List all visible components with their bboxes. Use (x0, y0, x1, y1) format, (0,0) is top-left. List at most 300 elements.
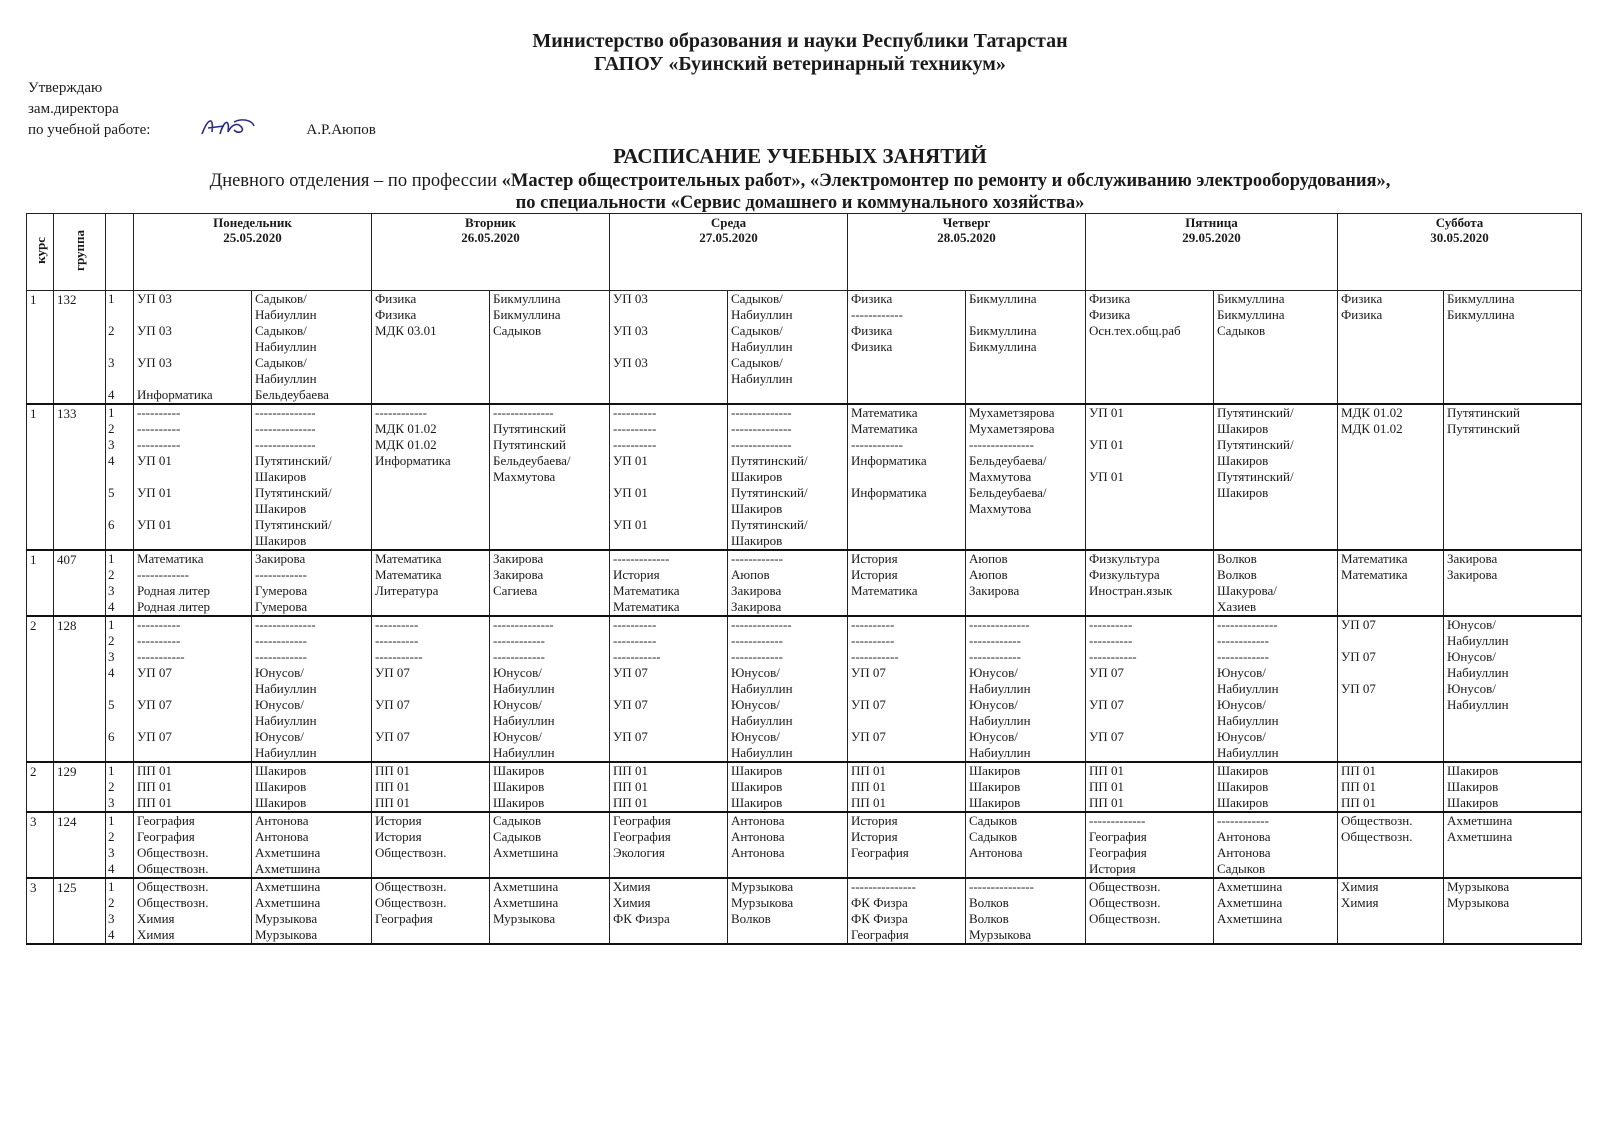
teacher-line: ------------ (969, 649, 1021, 664)
teacher-line: Набиуллин (969, 681, 1031, 696)
subject-cell (134, 762, 252, 812)
day-header: Четверг 28.05.2020 (848, 214, 1086, 291)
subject-line: Обществозн. (375, 879, 447, 894)
subject-line: УП 07 (1341, 681, 1376, 696)
teacher-line: Аюпов (731, 567, 770, 582)
pair-numbers-cell (106, 762, 134, 812)
teacher-line: Бельдеубаева/ (969, 485, 1047, 500)
approval-line-3 (28, 120, 376, 141)
pair-number (108, 681, 131, 697)
teacher-line: Волков (969, 895, 1009, 910)
teacher-line: Набиуллин (969, 713, 1031, 728)
teacher-cell (1444, 762, 1582, 812)
teacher-line: Путятинский/ (1217, 437, 1294, 452)
subject-line: ---------- (375, 617, 419, 632)
subject-line: ПП 01 (137, 795, 173, 810)
teacher-cell (490, 616, 610, 762)
subject-line: Химия (1341, 895, 1379, 910)
pair-numbers-cell (106, 550, 134, 616)
teacher-line: Юнусов/ (1447, 681, 1496, 696)
subject-line: УП 03 (137, 291, 172, 306)
subject-line: УП 07 (375, 729, 410, 744)
teacher-cell (1444, 404, 1582, 550)
teacher-cell (1214, 616, 1338, 762)
subject-line: Математика (613, 583, 680, 598)
subject-line: Физика (1089, 291, 1131, 306)
subject-line: УП 07 (375, 665, 410, 680)
teacher-cell (966, 291, 1086, 405)
schedule-subtitle-1 (0, 170, 1600, 192)
teacher-line: Садыков/ (731, 355, 783, 370)
subject-line: Иностран.язык (1089, 583, 1173, 598)
subject-cell (372, 550, 490, 616)
subject-line: Обществозн. (137, 895, 209, 910)
subject-line: История (375, 829, 422, 844)
subject-line: ПП 01 (851, 795, 887, 810)
subject-line: Математика (851, 583, 918, 598)
teacher-cell (966, 404, 1086, 550)
approval-block (28, 78, 376, 141)
subject-line: ПП 01 (1089, 795, 1125, 810)
subject-line: ФК Физра (613, 911, 670, 926)
subject-line: Физика (1341, 291, 1383, 306)
teacher-line: Набиуллин (493, 681, 555, 696)
teacher-line: Садыков (1217, 861, 1266, 876)
teacher-cell (728, 878, 848, 944)
subtitle-professions: «Мастер общестроительных работ», «Электромонтер по ремонту и обслуживанию электрооборудования», (501, 171, 1391, 191)
pair-number: 3 (108, 845, 115, 860)
teacher-line: Сагиева (493, 583, 538, 598)
teacher-line: Гумерова (255, 599, 308, 614)
subject-line: УП 01 (613, 517, 648, 532)
teacher-line: Антонова (731, 813, 785, 828)
subject-cell (1086, 878, 1214, 944)
teacher-line: -------------- (493, 405, 554, 420)
subject-line: УП 01 (1089, 469, 1124, 484)
pair-number: 4 (108, 665, 115, 680)
subject-line: ----------- (851, 649, 899, 664)
pair-number: 4 (108, 453, 115, 468)
pair-number (108, 307, 131, 323)
subject-line: УП 01 (1089, 405, 1124, 420)
subject-line: ------------ (137, 567, 189, 582)
subject-cell (610, 550, 728, 616)
subject-line: ---------- (1089, 633, 1133, 648)
subject-cell (610, 616, 728, 762)
table-row (27, 762, 1582, 812)
subject-line: Информатика (137, 387, 213, 402)
teacher-line: Садыков/ (255, 291, 307, 306)
teacher-line: ------------ (255, 649, 307, 664)
subject-cell (134, 616, 252, 762)
subject-line: Математика (1341, 551, 1408, 566)
subject-cell (610, 762, 728, 812)
pair-number (108, 713, 131, 729)
teacher-line: Путятинский (493, 437, 566, 452)
subject-line: Обществозн. (1089, 879, 1161, 894)
teacher-line: Ахметшина (1447, 829, 1513, 844)
subject-cell (372, 878, 490, 944)
teacher-cell (728, 550, 848, 616)
subject-line (851, 469, 962, 485)
teacher-line: Шакиров (1217, 795, 1269, 810)
subject-cell (1086, 550, 1214, 616)
teacher-cell (1214, 550, 1338, 616)
pair-number: 6 (108, 517, 115, 532)
teacher-line: Ахметшина (255, 879, 321, 894)
teacher-line: Мурзыкова (255, 911, 318, 926)
subject-line (137, 681, 248, 697)
teacher-line: Шакиров (493, 795, 545, 810)
subject-line: ---------- (613, 405, 657, 420)
subject-line: Обществозн. (137, 861, 209, 876)
teacher-cell (966, 878, 1086, 944)
teacher-line: Путятинский (1447, 421, 1520, 436)
pair-number: 3 (108, 795, 115, 810)
teacher-cell (1214, 291, 1338, 405)
subject-line: УП 07 (613, 729, 648, 744)
subject-line: Математика (851, 405, 918, 420)
pair-number (108, 339, 131, 355)
subject-line: УП 07 (1089, 665, 1124, 680)
teacher-line: Хазиев (1217, 599, 1257, 614)
subject-line: Физика (851, 291, 893, 306)
teacher-line: Набиуллин (731, 681, 793, 696)
subject-line: УП 03 (613, 323, 648, 338)
pair-number: 3 (108, 355, 115, 370)
teacher-line: Шакиров (731, 533, 783, 548)
subject-line: ---------- (851, 617, 895, 632)
teacher-line: Садыков (969, 813, 1018, 828)
subject-line: Химия (1341, 879, 1379, 894)
subject-line (137, 469, 248, 485)
teacher-cell (1214, 404, 1338, 550)
pair-number: 2 (108, 633, 115, 648)
teacher-cell (1444, 812, 1582, 878)
subject-line: История (375, 813, 422, 828)
teacher-cell (1444, 878, 1582, 944)
teacher-line: Юнусов/ (1447, 617, 1496, 632)
teacher-line: Махмутова (969, 501, 1032, 516)
teacher-line: Шакиров (1447, 795, 1499, 810)
teacher-line: -------------- (731, 405, 792, 420)
pair-number (108, 533, 131, 549)
subject-cell (848, 616, 966, 762)
teacher-line: Аюпов (969, 567, 1008, 582)
teacher-line: Набиуллин (1217, 681, 1279, 696)
subject-cell (1338, 762, 1444, 812)
table-row (27, 404, 1582, 550)
subject-line: ------------- (613, 551, 670, 566)
subject-line: УП 07 (851, 729, 886, 744)
group-header: группа (54, 214, 106, 291)
subject-cell (848, 550, 966, 616)
subject-line: УП 01 (137, 453, 172, 468)
teacher-line: Набиуллин (731, 307, 793, 322)
subject-line: ПП 01 (137, 779, 173, 794)
subject-cell (372, 404, 490, 550)
teacher-cell (490, 404, 610, 550)
course-cell: 3 (27, 878, 54, 944)
teacher-line: ------------ (731, 551, 783, 566)
subject-line: Информатика (851, 453, 927, 468)
pair-numbers-cell (106, 404, 134, 550)
subject-line (137, 339, 248, 355)
teacher-line: Закирова (493, 567, 544, 582)
subject-line (613, 501, 724, 517)
group-cell: 132 (54, 291, 106, 405)
teacher-line: Бикмуллина (1217, 307, 1285, 322)
teacher-line: Шакиров (731, 795, 783, 810)
subject-line: ПП 01 (851, 779, 887, 794)
teacher-cell (252, 404, 372, 550)
teacher-line: ------------ (731, 649, 783, 664)
teacher-cell (966, 762, 1086, 812)
subject-line (613, 469, 724, 485)
teacher-cell (1444, 616, 1582, 762)
teacher-line: Шакиров (255, 533, 307, 548)
teacher-line: Шакиров (1447, 779, 1499, 794)
subject-line: Математика (851, 421, 918, 436)
teacher-line: Антонова (969, 845, 1023, 860)
teacher-cell (728, 404, 848, 550)
teacher-line: Мурзыкова (255, 927, 318, 942)
subject-line: ------------ (851, 307, 903, 322)
teacher-line: Шакиров (1217, 763, 1269, 778)
course-cell: 3 (27, 812, 54, 878)
subject-line (851, 713, 962, 729)
subject-cell (1338, 291, 1444, 405)
group-cell: 129 (54, 762, 106, 812)
approval-line-2: зам.директора (28, 101, 119, 117)
group-cell: 133 (54, 404, 106, 550)
teacher-line: Юнусов/ (493, 665, 542, 680)
teacher-cell (490, 878, 610, 944)
teacher-line: Антонова (255, 813, 309, 828)
teacher-cell (728, 616, 848, 762)
pair-number (108, 371, 131, 387)
subject-line: Обществозн. (137, 879, 209, 894)
teacher-line: Юнусов/ (255, 665, 304, 680)
teacher-line: Бикмуллина (969, 323, 1037, 338)
teacher-line: Волков (731, 911, 771, 926)
subject-line: ---------- (851, 633, 895, 648)
subject-line: ---------- (137, 633, 181, 648)
subject-cell (1086, 404, 1214, 550)
teacher-cell (490, 550, 610, 616)
teacher-line: Ахметшина (255, 895, 321, 910)
subject-line: Обществозн. (1341, 813, 1413, 828)
subject-line: УП 01 (137, 485, 172, 500)
teacher-cell (1444, 550, 1582, 616)
course-header: курс (27, 214, 54, 291)
teacher-line: Шакиров (731, 469, 783, 484)
teacher-line: Закирова (255, 551, 306, 566)
subject-cell (848, 878, 966, 944)
subject-line: УП 07 (137, 665, 172, 680)
teacher-line: Ахметшина (1217, 895, 1283, 910)
subject-line (851, 681, 962, 697)
teacher-line: Антонова (1217, 845, 1271, 860)
teacher-line: Набиуллин (255, 745, 317, 760)
pair-number: 5 (108, 485, 115, 500)
teacher-line: Антонова (1217, 829, 1271, 844)
subject-line: История (851, 567, 898, 582)
subject-line: ------------ (375, 405, 427, 420)
course-cell: 1 (27, 291, 54, 405)
subject-line: Информатика (375, 453, 451, 468)
teacher-line: -------------- (255, 421, 316, 436)
teacher-cell (490, 291, 610, 405)
teacher-line: Набиуллин (1447, 665, 1509, 680)
teacher-line: Набиуллин (255, 681, 317, 696)
teacher-line: Мурзыкова (493, 911, 556, 926)
subject-line: ПП 01 (851, 763, 887, 778)
teacher-line: -------------- (255, 617, 316, 632)
teacher-line: Шакурова/ (1217, 583, 1277, 598)
teacher-line: Набиуллин (731, 339, 793, 354)
subject-line (1341, 665, 1440, 681)
subject-line (137, 307, 248, 323)
teacher-line: Юнусов/ (731, 729, 780, 744)
teacher-line: Путятинский/ (731, 453, 808, 468)
subject-line: УП 03 (613, 291, 648, 306)
teacher-line: Путятинский (493, 421, 566, 436)
pair-number (108, 469, 131, 485)
teacher-line: Набиуллин (255, 371, 317, 386)
subject-line: ПП 01 (1341, 763, 1377, 778)
subject-line: ---------- (613, 633, 657, 648)
pair-number: 2 (108, 323, 115, 338)
pair-number: 1 (108, 763, 115, 778)
teacher-line: Бикмуллина (969, 339, 1037, 354)
subject-line (1089, 713, 1210, 729)
teacher-line: Путятинский/ (255, 485, 332, 500)
teacher-cell (252, 291, 372, 405)
subject-line: Математика (1341, 567, 1408, 582)
teacher-line: Набиуллин (1217, 745, 1279, 760)
teacher-line: Набиуллин (731, 745, 793, 760)
teacher-line: Шакиров (255, 779, 307, 794)
subject-line: ПП 01 (613, 763, 649, 778)
pair-number: 1 (108, 291, 115, 306)
subject-line: Физкультура (1089, 567, 1160, 582)
subject-line: УП 07 (851, 697, 886, 712)
subject-line: ---------- (137, 405, 181, 420)
subject-line (375, 713, 486, 729)
pair-number: 1 (108, 617, 115, 632)
subject-line: Физика (851, 339, 893, 354)
schedule-table (26, 213, 1582, 945)
day-header: Пятница 29.05.2020 (1086, 214, 1338, 291)
subject-line: УП 07 (851, 665, 886, 680)
pair-number: 6 (108, 729, 115, 744)
teacher-cell (1444, 291, 1582, 405)
teacher-line (969, 307, 1082, 323)
teacher-line: Путятинский/ (731, 485, 808, 500)
teacher-line: -------------- (731, 421, 792, 436)
subject-line: УП 01 (1089, 437, 1124, 452)
subject-line: УП 01 (613, 453, 648, 468)
teacher-line: ------------ (255, 633, 307, 648)
subject-line: МДК 01.02 (375, 437, 437, 452)
teacher-line: Ахметшина (255, 861, 321, 876)
subject-line: Химия (137, 927, 175, 942)
subject-cell (1086, 616, 1214, 762)
subject-line: География (137, 829, 195, 844)
teacher-line: Шакиров (493, 763, 545, 778)
subject-line: ПП 01 (1089, 763, 1125, 778)
subject-line: ПП 01 (137, 763, 173, 778)
teacher-line: Шакиров (255, 501, 307, 516)
teacher-line: Мурзыкова (1447, 879, 1510, 894)
subject-cell (848, 762, 966, 812)
teacher-line: Набиуллин (731, 371, 793, 386)
teacher-line: Бельдеубаева (255, 387, 329, 402)
subject-cell (134, 404, 252, 550)
subject-cell (848, 812, 966, 878)
teacher-line: -------------- (255, 405, 316, 420)
subject-line: МДК 01.02 (375, 421, 437, 436)
teacher-cell (1214, 762, 1338, 812)
subject-cell (134, 812, 252, 878)
pair-numbers-cell (106, 616, 134, 762)
subject-line: УП 07 (137, 729, 172, 744)
table-row (27, 812, 1582, 878)
subject-line: УП 03 (137, 323, 172, 338)
teacher-line: Садыков/ (255, 323, 307, 338)
subject-cell (1338, 404, 1444, 550)
table-row (27, 291, 1582, 405)
teacher-line: Ахметшина (255, 845, 321, 860)
subject-line: УП 07 (137, 697, 172, 712)
teacher-line: Путятинский/ (255, 517, 332, 532)
teacher-line: ------------ (1217, 649, 1269, 664)
subject-line: Физика (1341, 307, 1383, 322)
subject-line: УП 07 (1089, 697, 1124, 712)
subject-line: Физика (851, 323, 893, 338)
subject-line: ----------- (137, 649, 185, 664)
subject-line: География (375, 911, 433, 926)
subject-line: Химия (137, 911, 175, 926)
subject-line: География (1089, 845, 1147, 860)
subject-line: ---------- (137, 421, 181, 436)
subject-cell (1086, 291, 1214, 405)
teacher-line: Ахметшина (493, 879, 559, 894)
subject-line: Обществозн. (1341, 829, 1413, 844)
teacher-line: --------------- (969, 879, 1034, 894)
subject-line: ---------- (137, 617, 181, 632)
teacher-line: Мухаметзярова (969, 421, 1055, 436)
teacher-line: Юнусов/ (1447, 649, 1496, 664)
teacher-cell (252, 762, 372, 812)
teacher-line: -------------- (1217, 617, 1278, 632)
subject-line: Литература (375, 583, 439, 598)
pair-number: 3 (108, 583, 115, 598)
subject-line: Химия (613, 895, 651, 910)
subject-line: ---------- (375, 633, 419, 648)
teacher-line: Шакиров (1217, 779, 1269, 794)
subject-line: УП 03 (613, 355, 648, 370)
pair-number: 5 (108, 697, 115, 712)
teacher-line: Садыков/ (731, 291, 783, 306)
table-row (27, 878, 1582, 944)
teacher-line: -------------- (969, 617, 1030, 632)
teacher-line: Мухаметзярова (969, 405, 1055, 420)
teacher-line: Ахметшина (1447, 813, 1513, 828)
pair-numbers-cell (106, 878, 134, 944)
teacher-line: Юнусов/ (969, 697, 1018, 712)
